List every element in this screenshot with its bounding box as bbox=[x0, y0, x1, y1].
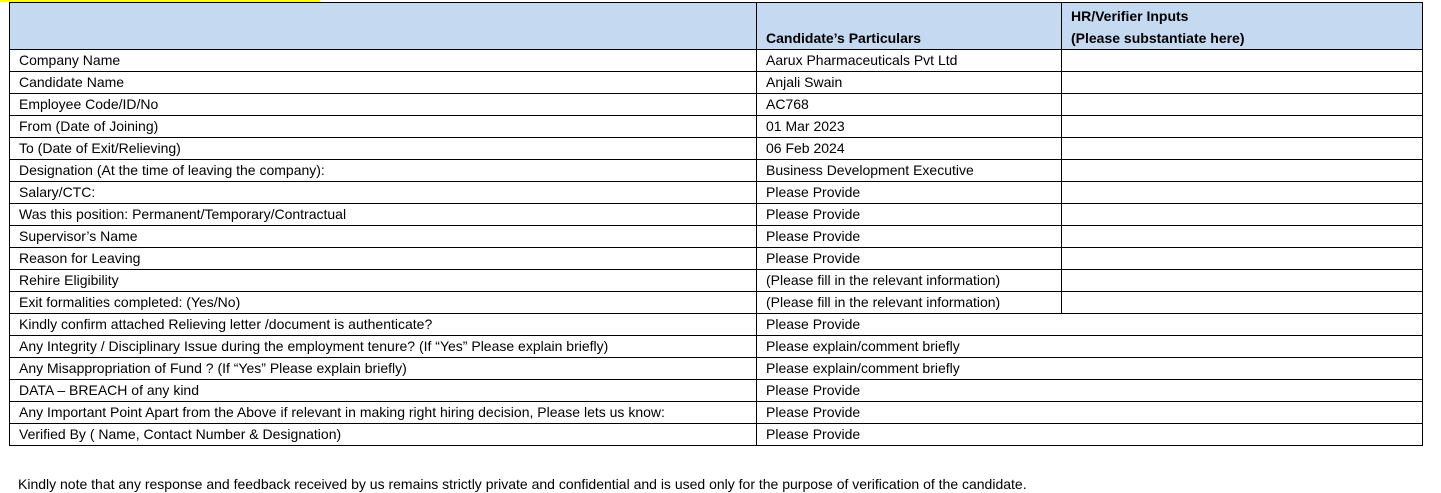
row-candidate-value: (Please fill in the relevant information) bbox=[757, 270, 1062, 292]
verification-form-table bbox=[9, 2, 1423, 446]
row-candidate-value: Please Provide bbox=[757, 248, 1062, 270]
row-candidate-value: 06 Feb 2024 bbox=[757, 138, 1062, 160]
table-row bbox=[10, 424, 1423, 446]
row-hr-input-cell[interactable] bbox=[1062, 94, 1423, 116]
row-label: Any Misappropriation of Fund ? (If “Yes” Please explain briefly) bbox=[10, 358, 757, 380]
table-row bbox=[10, 292, 1423, 314]
row-hr-input-cell[interactable] bbox=[1062, 160, 1423, 182]
row-hr-input-cell[interactable] bbox=[1062, 204, 1423, 226]
table-row bbox=[10, 138, 1423, 160]
header-candidate-particulars bbox=[757, 3, 1062, 50]
row-candidate-value: Aarux Pharmaceuticals Pvt Ltd bbox=[757, 50, 1062, 72]
row-candidate-value: Please explain/comment briefly bbox=[757, 336, 1423, 358]
table-header-row bbox=[10, 3, 1423, 50]
row-candidate-value: Please Provide bbox=[757, 424, 1423, 446]
row-label: DATA – BREACH of any kind bbox=[10, 380, 757, 402]
header-candidate-label: Candidate’s Particulars bbox=[766, 30, 922, 46]
footer-note: Kindly note that any response and feedback received by us remains strictly private and confidential and is used only for the purpose of verification of the candidate. bbox=[18, 476, 1027, 492]
row-candidate-value: Please Provide bbox=[757, 204, 1062, 226]
row-label: Reason for Leaving bbox=[10, 248, 757, 270]
row-label: Exit formalities completed: (Yes/No) bbox=[10, 292, 757, 314]
header-label-column bbox=[10, 3, 757, 50]
table-row bbox=[10, 314, 1423, 336]
row-label: Kindly confirm attached Relieving letter /document is authenticate? bbox=[10, 314, 757, 336]
header-hr-verifier-inputs bbox=[1062, 3, 1423, 50]
table-row bbox=[10, 204, 1423, 226]
row-label: Rehire Eligibility bbox=[10, 270, 757, 292]
row-candidate-value: AC768 bbox=[757, 94, 1062, 116]
row-candidate-value: Business Development Executive bbox=[757, 160, 1062, 182]
table-row bbox=[10, 358, 1423, 380]
table-row bbox=[10, 160, 1423, 182]
table-row bbox=[10, 336, 1423, 358]
row-label: Supervisor’s Name bbox=[10, 226, 757, 248]
row-hr-input-cell[interactable] bbox=[1062, 138, 1423, 160]
row-label: Candidate Name bbox=[10, 72, 757, 94]
header-hr-line1: HR/Verifier Inputs bbox=[1071, 8, 1189, 24]
row-hr-input-cell[interactable] bbox=[1062, 270, 1423, 292]
row-candidate-value: (Please fill in the relevant information) bbox=[757, 292, 1062, 314]
table-row bbox=[10, 72, 1423, 94]
table-row bbox=[10, 402, 1423, 424]
row-label: Salary/CTC: bbox=[10, 182, 757, 204]
row-hr-input-cell[interactable] bbox=[1062, 248, 1423, 270]
row-label: Any Important Point Apart from the Above if relevant in making right hiring decision, Please lets us know: bbox=[10, 402, 757, 424]
header-hr-line2: (Please substantiate here) bbox=[1071, 30, 1245, 46]
row-label: Was this position: Permanent/Temporary/Contractual bbox=[10, 204, 757, 226]
row-candidate-value: Please Provide bbox=[757, 226, 1062, 248]
row-candidate-value: Please explain/comment briefly bbox=[757, 358, 1423, 380]
row-hr-input-cell[interactable] bbox=[1062, 292, 1423, 314]
table-row bbox=[10, 50, 1423, 72]
row-candidate-value: Anjali Swain bbox=[757, 72, 1062, 94]
row-hr-input-cell[interactable] bbox=[1062, 182, 1423, 204]
row-hr-input-cell[interactable] bbox=[1062, 116, 1423, 138]
row-candidate-value: Please Provide bbox=[757, 182, 1062, 204]
row-label: To (Date of Exit/Relieving) bbox=[10, 138, 757, 160]
table-row bbox=[10, 182, 1423, 204]
row-candidate-value: Please Provide bbox=[757, 380, 1423, 402]
row-label: Verified By ( Name, Contact Number & Designation) bbox=[10, 424, 757, 446]
row-candidate-value: Please Provide bbox=[757, 314, 1423, 336]
row-hr-input-cell[interactable] bbox=[1062, 72, 1423, 94]
row-label: Any Integrity / Disciplinary Issue during the employment tenure? (If “Yes” Please explain briefly) bbox=[10, 336, 757, 358]
table-row bbox=[10, 380, 1423, 402]
row-label: Designation (At the time of leaving the company): bbox=[10, 160, 757, 182]
row-candidate-value: Please Provide bbox=[757, 402, 1423, 424]
row-label: Company Name bbox=[10, 50, 757, 72]
row-candidate-value: 01 Mar 2023 bbox=[757, 116, 1062, 138]
table-row bbox=[10, 94, 1423, 116]
row-hr-input-cell[interactable] bbox=[1062, 226, 1423, 248]
table-row bbox=[10, 226, 1423, 248]
row-label: From (Date of Joining) bbox=[10, 116, 757, 138]
table-row bbox=[10, 248, 1423, 270]
row-hr-input-cell[interactable] bbox=[1062, 50, 1423, 72]
table-row bbox=[10, 116, 1423, 138]
table-row bbox=[10, 270, 1423, 292]
row-label: Employee Code/ID/No bbox=[10, 94, 757, 116]
